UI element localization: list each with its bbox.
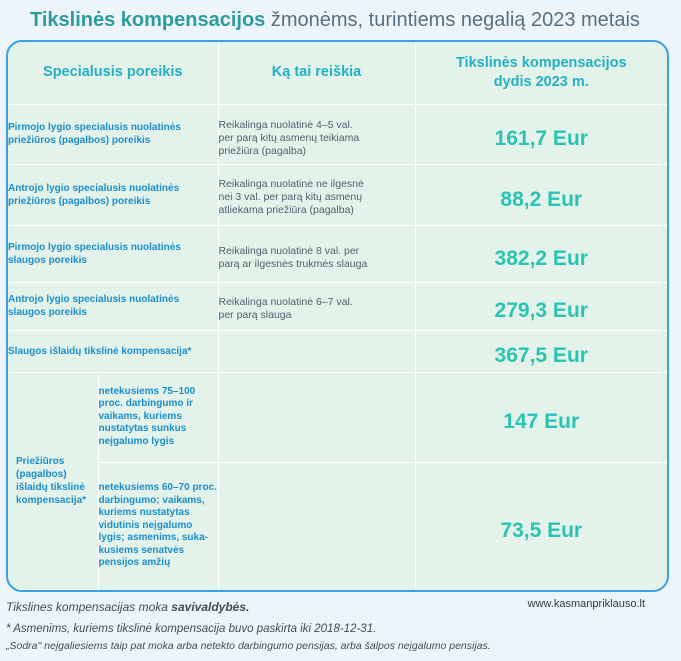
footer-sodra-note: „Sodra" neįgaliesiems taip pat moka arba netekto darbingumo pensijas, arba šalpos neįgalumo pensijas. [6,640,491,652]
need-cell: Slaugos išlaidų tikslinė kompensacija* [8,330,218,372]
care-subcategory: netekusiems 60–70 proc. darbingumo; vaikams, kuriems nustatytas vidutinis neįgalumo lygis; asmenims, suka-kusiems senatvės pensijos amžių [98,462,218,590]
table-row [8,225,667,282]
amount-cell [415,462,667,590]
amount-cell [415,330,667,372]
table-row [8,164,667,225]
table-row [8,462,667,590]
header-amount: Tikslinės kompensacijos dydis 2023 m. [415,42,667,104]
footer-payer-note [6,600,249,614]
footer-asterisk-note: * Asmenims, kuriems tikslinė kompensacija buvo paskirta iki 2018-12-31. [6,623,377,635]
title-bold: Tikslinės kompensacijos [30,9,266,31]
care-subcategory: netekusiems 75–100 proc. darbingumo ir vaikams, kuriems nustatytas sunkus neįgalumo lygis [98,372,218,462]
description-cell [218,104,415,164]
description-line: Reikalinga nuolatinė ne ilgesnė [218,178,364,190]
description-cell [218,462,415,590]
description-cell [218,372,415,462]
need-cell: Antrojo lygio specialusis nuolatinės priežiūros (pagalbos) poreikis [8,164,218,225]
header-need: Specialusis poreikis [8,42,218,104]
amount-value: 73,5 Eur [500,519,583,542]
table-header-row [8,42,667,104]
page-title [30,9,640,32]
care-compensation-label: Priežiūros (pagalbos) išlaidų tikslinė kompensacija* [8,372,98,590]
description-cell [218,164,415,225]
description-line: Reikalinga nuolatinė 8 val. per [218,244,360,257]
description-line: per parą slauga [218,309,292,321]
footer-payer-text: Tikslines kompensacijas moka [6,600,172,614]
amount-cell [415,164,667,225]
need-cell: Pirmojo lygio specialusis nuolatinės priežiūros (pagalbos) poreikis [8,104,218,164]
header-meaning: Ką tai reiškia [218,42,415,104]
amount-value: 147 Eur [503,410,580,433]
description-line: parą ar ilgesnės trukmės slauga [218,257,368,270]
description-cell [218,330,415,372]
amount-value: 367,5 Eur [494,344,588,367]
table-row [8,330,667,372]
website-link[interactable]: www.kasmanpriklauso.lt [527,598,645,610]
amount-cell [415,282,667,330]
title-rest: žmonėms, turintiems negalią 2023 metais [265,9,640,31]
table-row [8,372,667,462]
amount-value: 161,7 Eur [494,127,588,150]
need-cell: Pirmojo lygio specialusis nuolatinės slaugos poreikis [8,225,218,282]
amount-value: 88,2 Eur [500,187,583,211]
compensation-table [8,42,667,590]
description-line: priežiūra (pagalba) [218,144,307,157]
table-row [8,104,667,164]
amount-cell [415,225,667,282]
amount-value: 382,2 Eur [494,246,588,270]
amount-value: 279,3 Eur [494,299,588,322]
compensation-table-card [6,40,669,592]
table-row [8,282,667,330]
description-line: Reikalinga nuolatinė 4–5 val. [218,118,353,131]
description-line: per parą kitų asmenų teikiama [218,131,360,144]
amount-cell [415,372,667,462]
description-line: nei 3 val. per parą kitų asmenų [218,191,363,203]
description-cell [218,282,415,330]
description-line: Reikalinga nuolatinė 6–7 val. [218,296,353,308]
description-cell [218,225,415,282]
need-cell: Antrojo lygio specialusis nuolatinės slaugos poreikis [8,282,218,330]
footer-payer-bold: savivaldybės. [171,600,250,614]
description-line: atliekama priežiūra (pagalba) [218,204,354,216]
amount-cell [415,104,667,164]
